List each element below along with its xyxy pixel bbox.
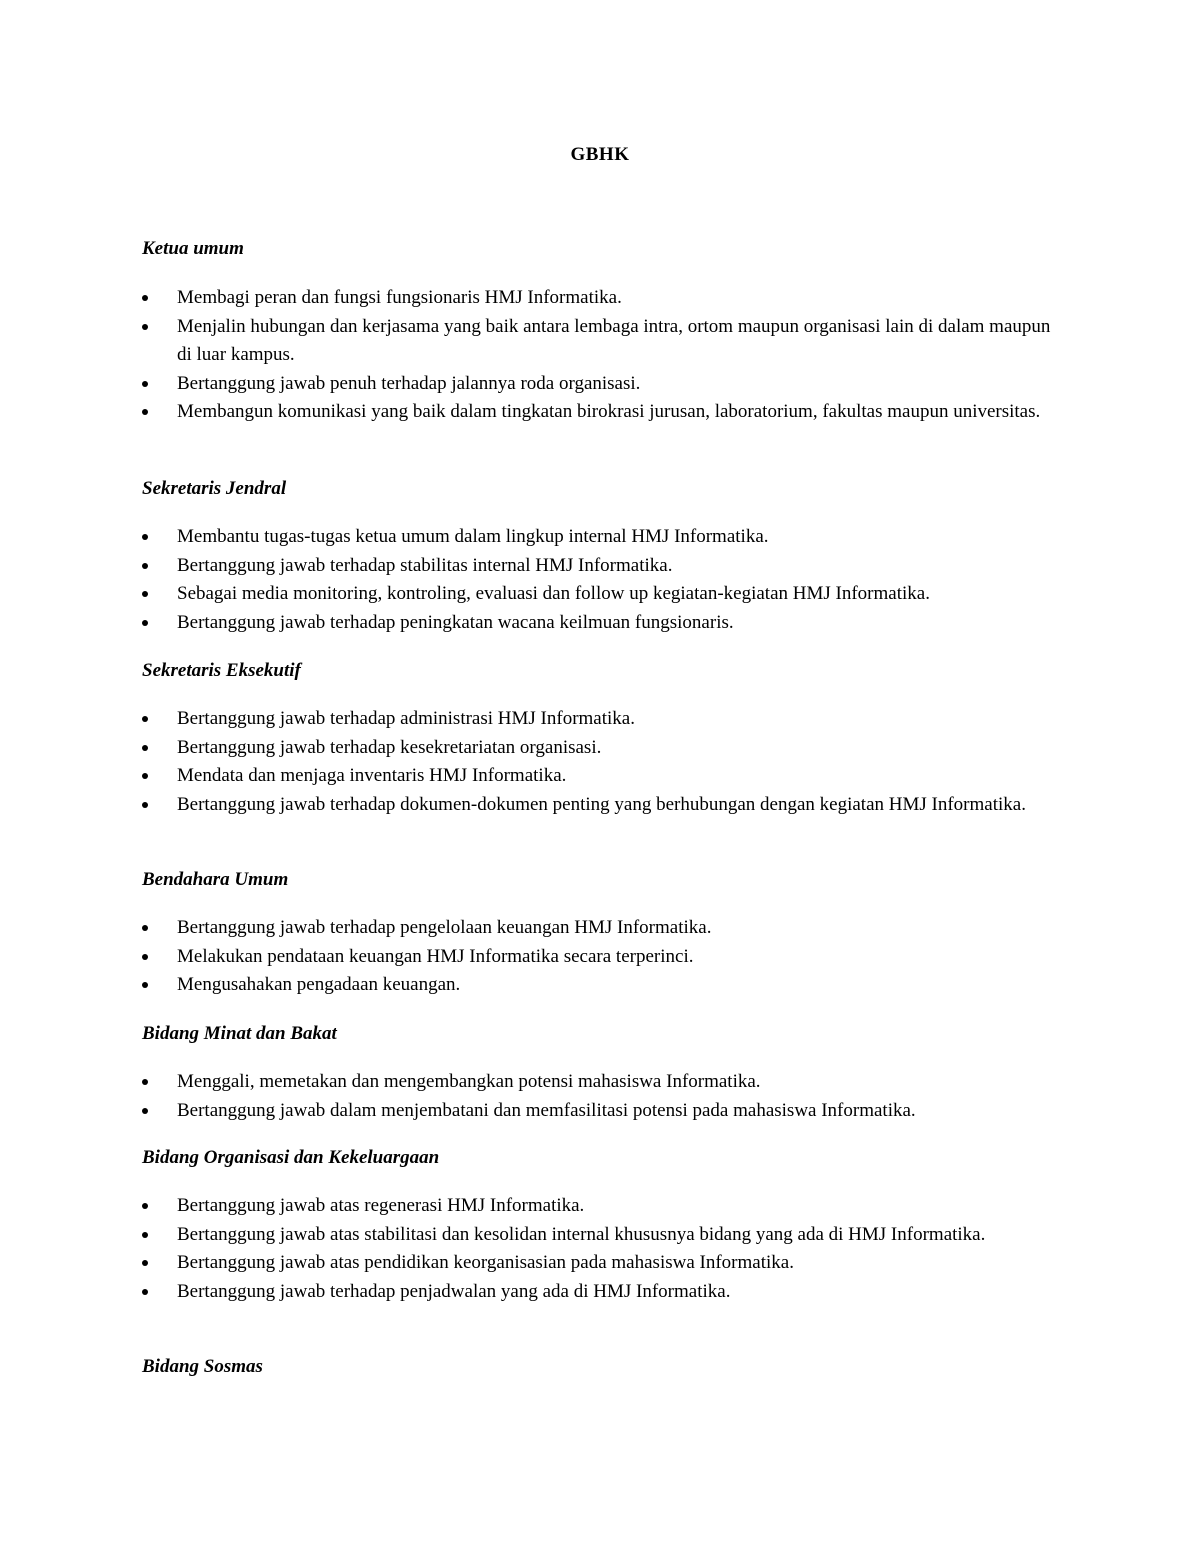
bullet-icon (142, 1108, 148, 1114)
bullet-icon (142, 925, 148, 931)
list-sekretaris-eksekutif (142, 705, 1062, 819)
list-item (142, 370, 1062, 399)
list-item (142, 1221, 1062, 1250)
list-item (142, 552, 1062, 581)
list-item (142, 609, 1062, 638)
list-item-text: Membantu tugas-tugas ketua umum dalam lingkup internal HMJ Informatika. (177, 526, 769, 547)
list-item (142, 523, 1062, 552)
bullet-icon (142, 591, 148, 597)
list-item (142, 791, 1062, 820)
list-item (142, 971, 1062, 1000)
section-heading-bidang-sosmas: Bidang Sosmas (142, 1356, 263, 1377)
list-item-text: Bertanggung jawab terhadap kesekretariatan organisasi. (177, 736, 602, 758)
list-item (142, 1097, 1062, 1126)
list-item-text: Sebagai media monitoring, kontroling, evaluasi dan follow up kegiatan-kegiatan HMJ Informatika. (177, 583, 930, 604)
list-item (142, 1068, 1062, 1097)
list-bidang-organisasi-dan-kekeluargaan (142, 1192, 1062, 1306)
list-item-text: Mendata dan menjaga inventaris HMJ Informatika. (177, 765, 567, 786)
list-item-text: Bertanggung jawab terhadap pengelolaan keuangan HMJ Informatika. (177, 917, 712, 938)
bullet-icon (142, 1232, 148, 1238)
list-item (142, 398, 1062, 427)
section-heading-bidang-organisasi-dan-kekeluargaan: Bidang Organisasi dan Kekeluargaan (142, 1147, 440, 1168)
section-heading-ketua-umum: Ketua umum (142, 238, 244, 259)
list-item (142, 580, 1062, 609)
section-heading-sekretaris-jendral: Sekretaris Jendral (142, 478, 287, 499)
list-item-text: Bertanggung jawab terhadap dokumen-dokumen penting yang berhubungan dengan kegiatan HMJ Informatika. (177, 793, 1026, 815)
list-item (142, 1278, 1062, 1307)
bullet-icon (142, 1079, 148, 1085)
list-item-text: Bertanggung jawab terhadap administrasi HMJ Informatika. (177, 708, 635, 729)
list-item-text: Bertanggung jawab atas pendidikan keorganisasian pada mahasiswa Informatika. (177, 1252, 794, 1273)
list-item (142, 914, 1062, 943)
list-sekretaris-jendral (142, 523, 1062, 637)
list-item (142, 943, 1062, 972)
list-item-text: Bertanggung jawab terhadap peningkatan wacana keilmuan fungsionaris. (177, 611, 734, 633)
bullet-icon (142, 773, 148, 779)
bullet-icon (142, 1260, 148, 1266)
list-ketua-umum (142, 284, 1062, 427)
list-item (142, 1192, 1062, 1221)
list-item-text: Bertanggung jawab atas regenerasi HMJ Informatika. (177, 1195, 585, 1216)
bullet-icon (142, 534, 148, 540)
bullet-icon (142, 716, 148, 722)
list-item-text: Bertanggung jawab terhadap stabilitas internal HMJ Informatika. (177, 554, 673, 576)
document-title: GBHK (570, 144, 630, 165)
list-item-text: Bertanggung jawab terhadap penjadwalan yang ada di HMJ Informatika. (177, 1280, 731, 1302)
bullet-icon (142, 802, 148, 808)
list-item (142, 705, 1062, 734)
list-item-text: Bertanggung jawab dalam menjembatani dan memfasilitasi potensi pada mahasiswa Informatika. (177, 1099, 916, 1121)
bullet-icon (142, 381, 148, 387)
bullet-icon (142, 954, 148, 960)
list-item-text: Menjalin hubungan dan kerjasama yang baik antara lembaga intra, ortom maupun organisasi lain di dalam maupun di luar kampus. (177, 315, 1051, 365)
list-item (142, 1249, 1062, 1278)
list-item-text: Bertanggung jawab atas stabilitasi dan kesolidan internal khususnya bidang yang ada di HMJ Informatika. (177, 1223, 986, 1245)
list-item-text: Bertanggung jawab penuh terhadap jalannya roda organisasi. (177, 372, 641, 394)
bullet-icon (142, 745, 148, 751)
list-item-text: Mengusahakan pengadaan keuangan. (177, 974, 461, 995)
bullet-icon (142, 1203, 148, 1209)
bullet-icon (142, 295, 148, 301)
bullet-icon (142, 620, 148, 626)
list-item-text: Menggali, memetakan dan mengembangkan potensi mahasiswa Informatika. (177, 1071, 761, 1092)
list-item (142, 762, 1062, 791)
bullet-icon (142, 409, 148, 415)
list-item (142, 734, 1062, 763)
bullet-icon (142, 324, 148, 330)
bullet-icon (142, 982, 148, 988)
list-bendahara-umum (142, 914, 1062, 1000)
list-item (142, 313, 1062, 370)
bullet-icon (142, 1289, 148, 1295)
list-item-text: Melakukan pendataan keuangan HMJ Informatika secara terperinci. (177, 945, 694, 967)
list-item (142, 284, 1062, 313)
section-heading-bidang-minat-dan-bakat: Bidang Minat dan Bakat (142, 1023, 337, 1044)
list-bidang-minat-dan-bakat (142, 1068, 1062, 1125)
list-item-text: Membagi peran dan fungsi fungsionaris HMJ Informatika. (177, 287, 622, 308)
list-item-text: Membangun komunikasi yang baik dalam tingkatan birokrasi jurusan, laboratorium, fakultas maupun universitas. (177, 401, 1041, 422)
section-heading-bendahara-umum: Bendahara Umum (142, 869, 289, 890)
bullet-icon (142, 563, 148, 569)
section-heading-sekretaris-eksekutif: Sekretaris Eksekutif (142, 660, 301, 681)
